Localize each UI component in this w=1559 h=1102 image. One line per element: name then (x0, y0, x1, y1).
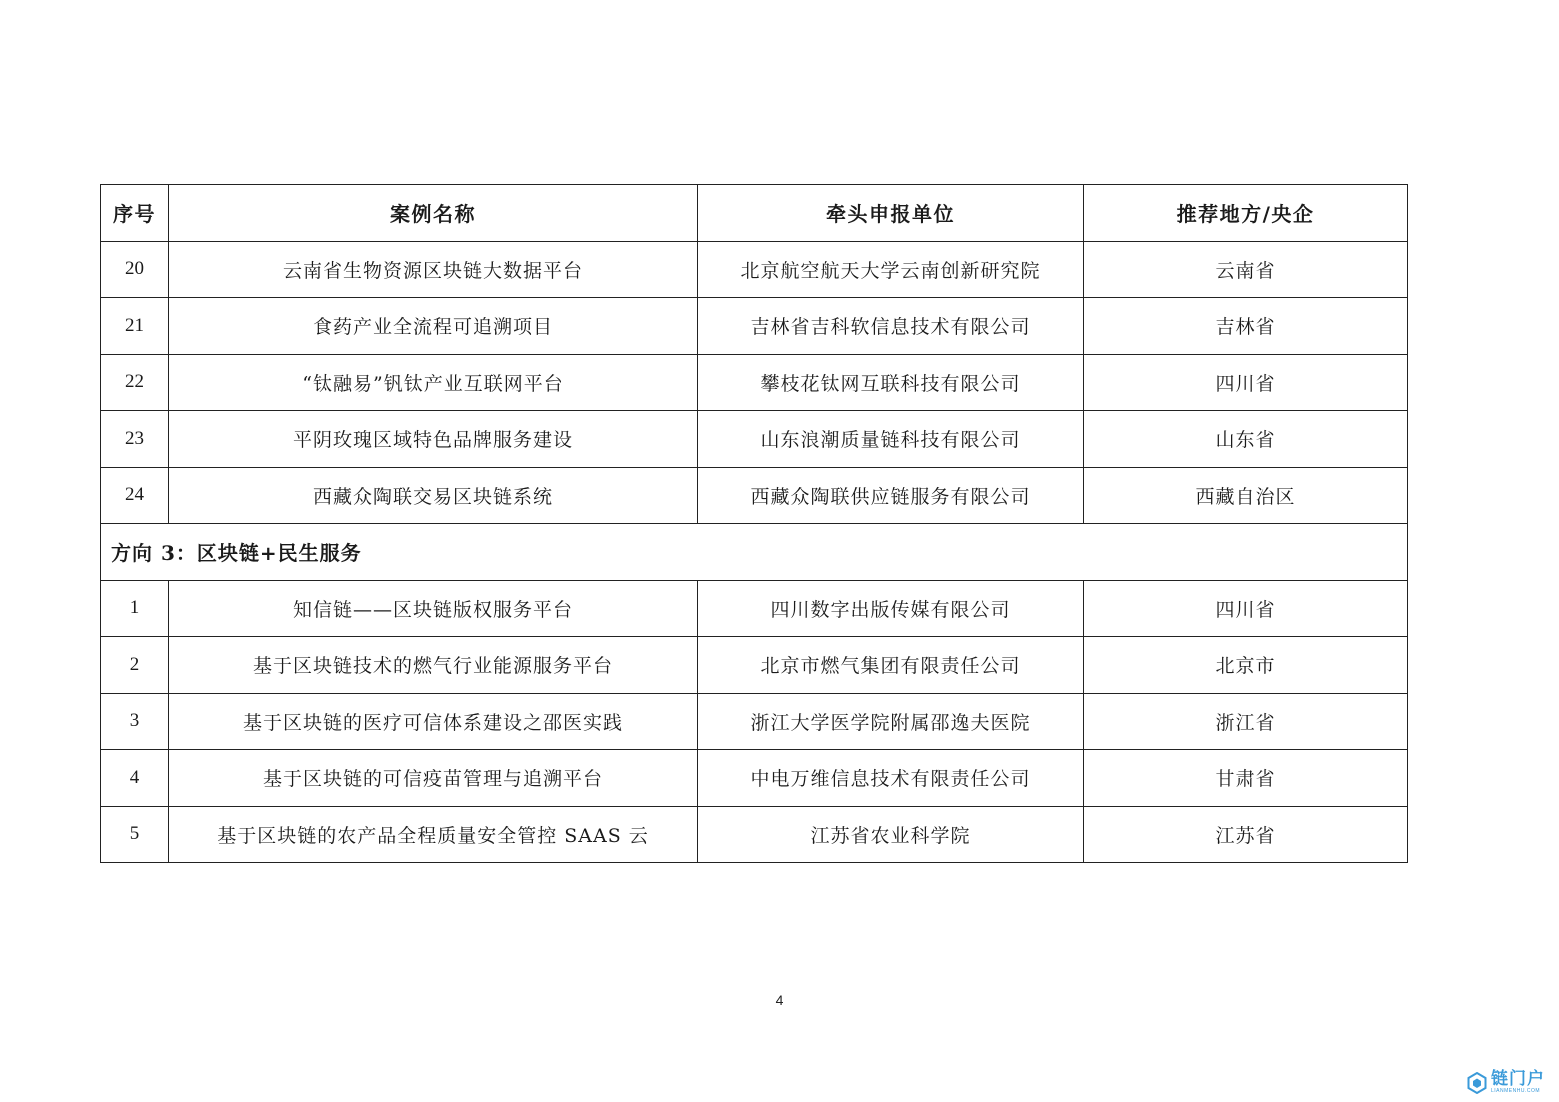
table-row (101, 580, 1408, 637)
row-case-name: “钛融易”钒钛产业互联网平台 (169, 354, 698, 411)
row-lead-org: 山东浪潮质量链科技有限公司 (698, 411, 1084, 468)
row-region: 四川省 (1084, 354, 1408, 411)
row-case-name: 基于区块链技术的燃气行业能源服务平台 (169, 637, 698, 694)
table-row (101, 467, 1408, 524)
row-region: 甘肃省 (1084, 750, 1408, 807)
row-no: 24 (101, 467, 169, 524)
header-case-name: 案例名称 (169, 185, 698, 242)
row-lead-org: 中电万维信息技术有限责任公司 (698, 750, 1084, 807)
row-no: 1 (101, 580, 169, 637)
row-lead-org: 四川数字出版传媒有限公司 (698, 580, 1084, 637)
row-no: 22 (101, 354, 169, 411)
table-row (101, 750, 1408, 807)
row-no: 2 (101, 637, 169, 694)
row-region: 西藏自治区 (1084, 467, 1408, 524)
row-case-name: 基于区块链的可信疫苗管理与追溯平台 (169, 750, 698, 807)
header-region: 推荐地方/央企 (1084, 185, 1408, 242)
table-row (101, 806, 1408, 863)
row-region: 北京市 (1084, 637, 1408, 694)
row-lead-org: 攀枝花钛网互联科技有限公司 (698, 354, 1084, 411)
page-number: 4 (775, 992, 784, 1008)
row-case-name: 平阴玫瑰区域特色品牌服务建设 (169, 411, 698, 468)
row-lead-org: 北京航空航天大学云南创新研究院 (698, 241, 1084, 298)
row-no: 20 (101, 241, 169, 298)
row-no: 4 (101, 750, 169, 807)
row-lead-org: 西藏众陶联供应链服务有限公司 (698, 467, 1084, 524)
row-region: 山东省 (1084, 411, 1408, 468)
row-no: 3 (101, 693, 169, 750)
row-lead-org: 北京市燃气集团有限责任公司 (698, 637, 1084, 694)
table-row (101, 637, 1408, 694)
row-case-name: 基于区块链的医疗可信体系建设之邵医实践 (169, 693, 698, 750)
row-case-name: 云南省生物资源区块链大数据平台 (169, 241, 698, 298)
watermark (1467, 1071, 1545, 1094)
row-lead-org: 浙江大学医学院附属邵逸夫医院 (698, 693, 1084, 750)
section-row (101, 524, 1408, 581)
row-region: 江苏省 (1084, 806, 1408, 863)
row-case-name: 食药产业全流程可追溯项目 (169, 298, 698, 355)
chain-logo-icon (1467, 1072, 1487, 1094)
table-row (101, 241, 1408, 298)
row-lead-org: 吉林省吉科软信息技术有限公司 (698, 298, 1084, 355)
header-no: 序号 (101, 185, 169, 242)
table-row (101, 411, 1408, 468)
row-lead-org: 江苏省农业科学院 (698, 806, 1084, 863)
row-no: 21 (101, 298, 169, 355)
table-row (101, 693, 1408, 750)
row-region: 浙江省 (1084, 693, 1408, 750)
row-region: 四川省 (1084, 580, 1408, 637)
section-title: 方向 3：区块链+民生服务 (101, 524, 1408, 581)
watermark-text: 链门户 (1491, 1069, 1545, 1089)
row-case-name: 基于区块链的农产品全程质量安全管控 SAAS 云 (169, 806, 698, 863)
table-row (101, 354, 1408, 411)
row-no: 23 (101, 411, 169, 468)
cases-table (100, 184, 1408, 863)
table-header-row (101, 185, 1408, 242)
row-case-name: 西藏众陶联交易区块链系统 (169, 467, 698, 524)
watermark-subtext: LIANMENHU.COM (1491, 1088, 1541, 1094)
row-region: 云南省 (1084, 241, 1408, 298)
row-region: 吉林省 (1084, 298, 1408, 355)
row-case-name: 知信链——区块链版权服务平台 (169, 580, 698, 637)
row-no: 5 (101, 806, 169, 863)
table-row (101, 298, 1408, 355)
header-lead-org: 牵头申报单位 (698, 185, 1084, 242)
